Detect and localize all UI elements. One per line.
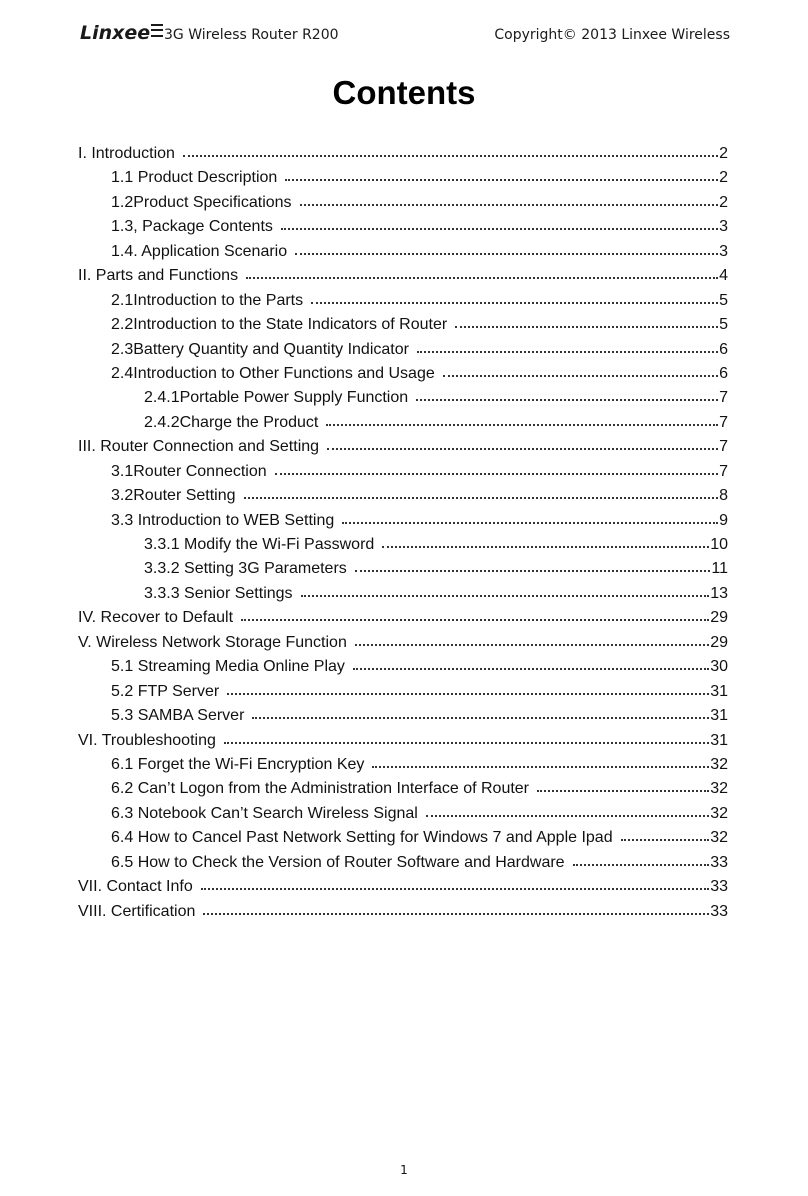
toc-entry-label: III. Router Connection and Setting <box>78 438 320 456</box>
toc-entry-page: 32 <box>710 755 728 773</box>
toc-entry-page: 32 <box>710 829 728 847</box>
toc-dot-leader <box>275 462 718 476</box>
toc-entry[interactable] <box>78 386 728 410</box>
toc-entry-label: 1.1 Product Description <box>111 169 278 187</box>
toc-entry-label: 6.1 Forget the Wi-Fi Encryption Key <box>111 755 365 773</box>
toc-entry[interactable] <box>78 289 728 313</box>
linxee-logo <box>80 22 163 44</box>
toc-entry-page: 32 <box>710 780 728 798</box>
toc-entry-page: 7 <box>719 438 728 456</box>
toc-entry[interactable] <box>78 802 728 826</box>
toc-entry-label: 6.4 How to Cancel Past Network Setting for Windows 7 and Apple Ipad <box>111 829 613 847</box>
toc-dot-leader <box>327 437 718 451</box>
page-header <box>78 22 730 48</box>
toc-entry-label: 1.2Product Specifications <box>111 193 292 211</box>
toc-entry-label: V. Wireless Network Storage Function <box>78 633 347 651</box>
toc-dot-leader <box>311 291 718 305</box>
toc-dot-leader <box>417 340 718 354</box>
toc-entry-page: 33 <box>710 902 728 920</box>
toc-entry-page: 11 <box>711 560 728 578</box>
toc-entry-page: 2 <box>719 145 728 162</box>
toc-entry[interactable] <box>78 655 728 679</box>
toc-entry-page: 30 <box>710 658 728 676</box>
toc-dot-leader <box>201 877 709 891</box>
toc-entry[interactable] <box>78 191 728 215</box>
toc-entry[interactable] <box>78 851 728 875</box>
toc-entry[interactable] <box>78 166 728 190</box>
toc-entry[interactable] <box>78 411 728 435</box>
toc-entry[interactable] <box>78 729 728 753</box>
toc-entry-label: 5.2 FTP Server <box>111 682 220 700</box>
toc-entry-page: 7 <box>719 413 728 431</box>
toc-dot-leader <box>203 902 709 916</box>
page-number: 1 <box>400 1163 408 1177</box>
toc-dot-leader <box>443 364 718 378</box>
toc-entry[interactable] <box>78 362 728 386</box>
toc-entry[interactable] <box>78 680 728 704</box>
toc-entry-page: 33 <box>710 878 728 896</box>
toc-dot-leader <box>372 755 709 769</box>
toc-dot-leader <box>537 779 709 793</box>
toc-entry-label: 2.1Introduction to the Parts <box>111 291 304 309</box>
toc-entry[interactable] <box>78 704 728 728</box>
toc-entry-page: 9 <box>719 511 728 529</box>
toc-entry-label: VII. Contact Info <box>78 878 193 896</box>
toc-dot-leader <box>621 828 710 842</box>
toc-entry[interactable] <box>78 826 728 850</box>
toc-entry-label: 3.2Router Setting <box>111 487 236 505</box>
toc-entry[interactable] <box>78 631 728 655</box>
toc-dot-leader <box>252 706 709 720</box>
toc-entry[interactable] <box>78 215 728 239</box>
toc-entry-label: 2.3Battery Quantity and Quantity Indicator <box>111 340 409 358</box>
toc-dot-leader <box>382 535 709 549</box>
toc-entry[interactable] <box>78 264 728 288</box>
toc-dot-leader <box>342 511 718 525</box>
toc-entry-page: 13 <box>710 584 728 602</box>
toc-entry-label: VI. Troubleshooting <box>78 731 216 749</box>
toc-dot-leader <box>573 853 710 867</box>
toc-entry[interactable] <box>78 338 728 362</box>
toc-entry[interactable] <box>78 606 728 630</box>
toc-dot-leader <box>285 168 718 182</box>
toc-entry[interactable] <box>78 240 728 264</box>
toc-dot-leader <box>224 731 709 745</box>
toc-entry-label: 2.2Introduction to the State Indicators of Router <box>111 316 448 334</box>
toc-entry-page: 2 <box>719 169 728 187</box>
toc-entry-label: 5.3 SAMBA Server <box>111 707 245 725</box>
table-of-contents <box>78 142 728 924</box>
toc-entry-label: II. Parts and Functions <box>78 267 239 285</box>
toc-dot-leader <box>326 413 718 427</box>
toc-dot-leader <box>353 657 709 671</box>
toc-entry-label: I. Introduction <box>78 145 175 162</box>
toc-dot-leader <box>244 486 719 500</box>
toc-entry-label: 2.4.1Portable Power Supply Function <box>144 389 409 407</box>
toc-dot-leader <box>426 804 709 818</box>
toc-dot-leader <box>246 266 718 280</box>
toc-entry[interactable] <box>78 435 728 459</box>
toc-entry-page: 10 <box>710 536 728 553</box>
toc-entry-page: 6 <box>719 364 728 382</box>
toc-entry-label: 1.3, Package Contents <box>111 218 273 236</box>
toc-entry-page: 5 <box>719 291 728 309</box>
toc-entry[interactable] <box>78 582 728 606</box>
toc-entry-label: 2.4.2Charge the Product <box>144 413 319 431</box>
toc-entry-label: 1.4. Application Scenario <box>111 242 288 260</box>
toc-entry-page: 6 <box>719 340 728 358</box>
toc-entry-label: 5.1 Streaming Media Online Play <box>111 658 345 676</box>
toc-entry[interactable] <box>78 777 728 801</box>
toc-entry-page: 31 <box>710 707 728 725</box>
toc-entry-label: 3.3.2 Setting 3G Parameters <box>144 560 347 578</box>
document-title: 3G Wireless Router R200 <box>164 27 339 43</box>
toc-entry-page: 29 <box>710 609 728 627</box>
toc-entry-label: 3.3 Introduction to WEB Setting <box>111 511 335 529</box>
toc-entry[interactable] <box>78 900 728 924</box>
logo-lines-icon <box>151 24 163 37</box>
toc-entry[interactable] <box>78 875 728 899</box>
toc-entry-label: 6.3 Notebook Can’t Search Wireless Signal <box>111 804 418 822</box>
toc-entry-page: 5 <box>719 316 728 334</box>
toc-entry[interactable] <box>78 142 728 166</box>
toc-dot-leader <box>455 315 718 329</box>
toc-entry-page: 29 <box>710 633 728 651</box>
toc-entry[interactable] <box>78 533 728 557</box>
toc-dot-leader <box>281 217 718 231</box>
toc-entry-label: 6.5 How to Check the Version of Router Software and Hardware <box>111 853 565 871</box>
page-title: Contents <box>332 74 476 111</box>
toc-dot-leader <box>355 559 711 573</box>
toc-entry-label: 2.4Introduction to Other Functions and Usage <box>111 364 435 382</box>
toc-entry[interactable] <box>78 557 728 581</box>
toc-dot-leader <box>416 388 718 402</box>
toc-entry-page: 33 <box>710 853 728 871</box>
toc-dot-leader <box>295 242 718 256</box>
toc-dot-leader <box>183 144 718 158</box>
toc-entry-page: 3 <box>719 242 728 260</box>
toc-entry-page: 32 <box>710 804 728 822</box>
toc-entry-label: 3.3.1 Modify the Wi-Fi Password <box>144 536 375 553</box>
toc-entry[interactable] <box>78 313 728 337</box>
toc-dot-leader <box>301 584 710 598</box>
toc-entry-label: 3.3.3 Senior Settings <box>144 584 293 602</box>
toc-dot-leader <box>227 682 709 696</box>
toc-entry-page: 7 <box>719 389 728 407</box>
toc-entry-label: IV. Recover to Default <box>78 609 234 627</box>
toc-dot-leader <box>355 633 709 647</box>
toc-entry-page: 8 <box>719 487 728 505</box>
toc-entry-label: 6.2 Can’t Logon from the Administration Interface of Router <box>111 780 530 798</box>
toc-entry-page: 3 <box>719 218 728 236</box>
toc-dot-leader <box>241 608 709 622</box>
toc-entry[interactable] <box>78 753 728 777</box>
toc-entry-label: VIII. Certification <box>78 902 196 920</box>
toc-entry-page: 4 <box>719 267 728 285</box>
toc-entry-page: 31 <box>710 682 728 700</box>
toc-entry[interactable] <box>78 484 728 508</box>
toc-entry-page: 7 <box>719 462 728 480</box>
toc-entry[interactable] <box>78 509 728 533</box>
copyright-notice: Copyright© 2013 Linxee Wireless <box>494 27 730 43</box>
logo-text: Linxee <box>80 22 151 44</box>
toc-entry[interactable] <box>78 460 728 484</box>
toc-dot-leader <box>300 193 719 207</box>
toc-entry-page: 31 <box>710 731 728 749</box>
toc-entry-label: 3.1Router Connection <box>111 462 267 480</box>
toc-entry-page: 2 <box>719 193 728 211</box>
